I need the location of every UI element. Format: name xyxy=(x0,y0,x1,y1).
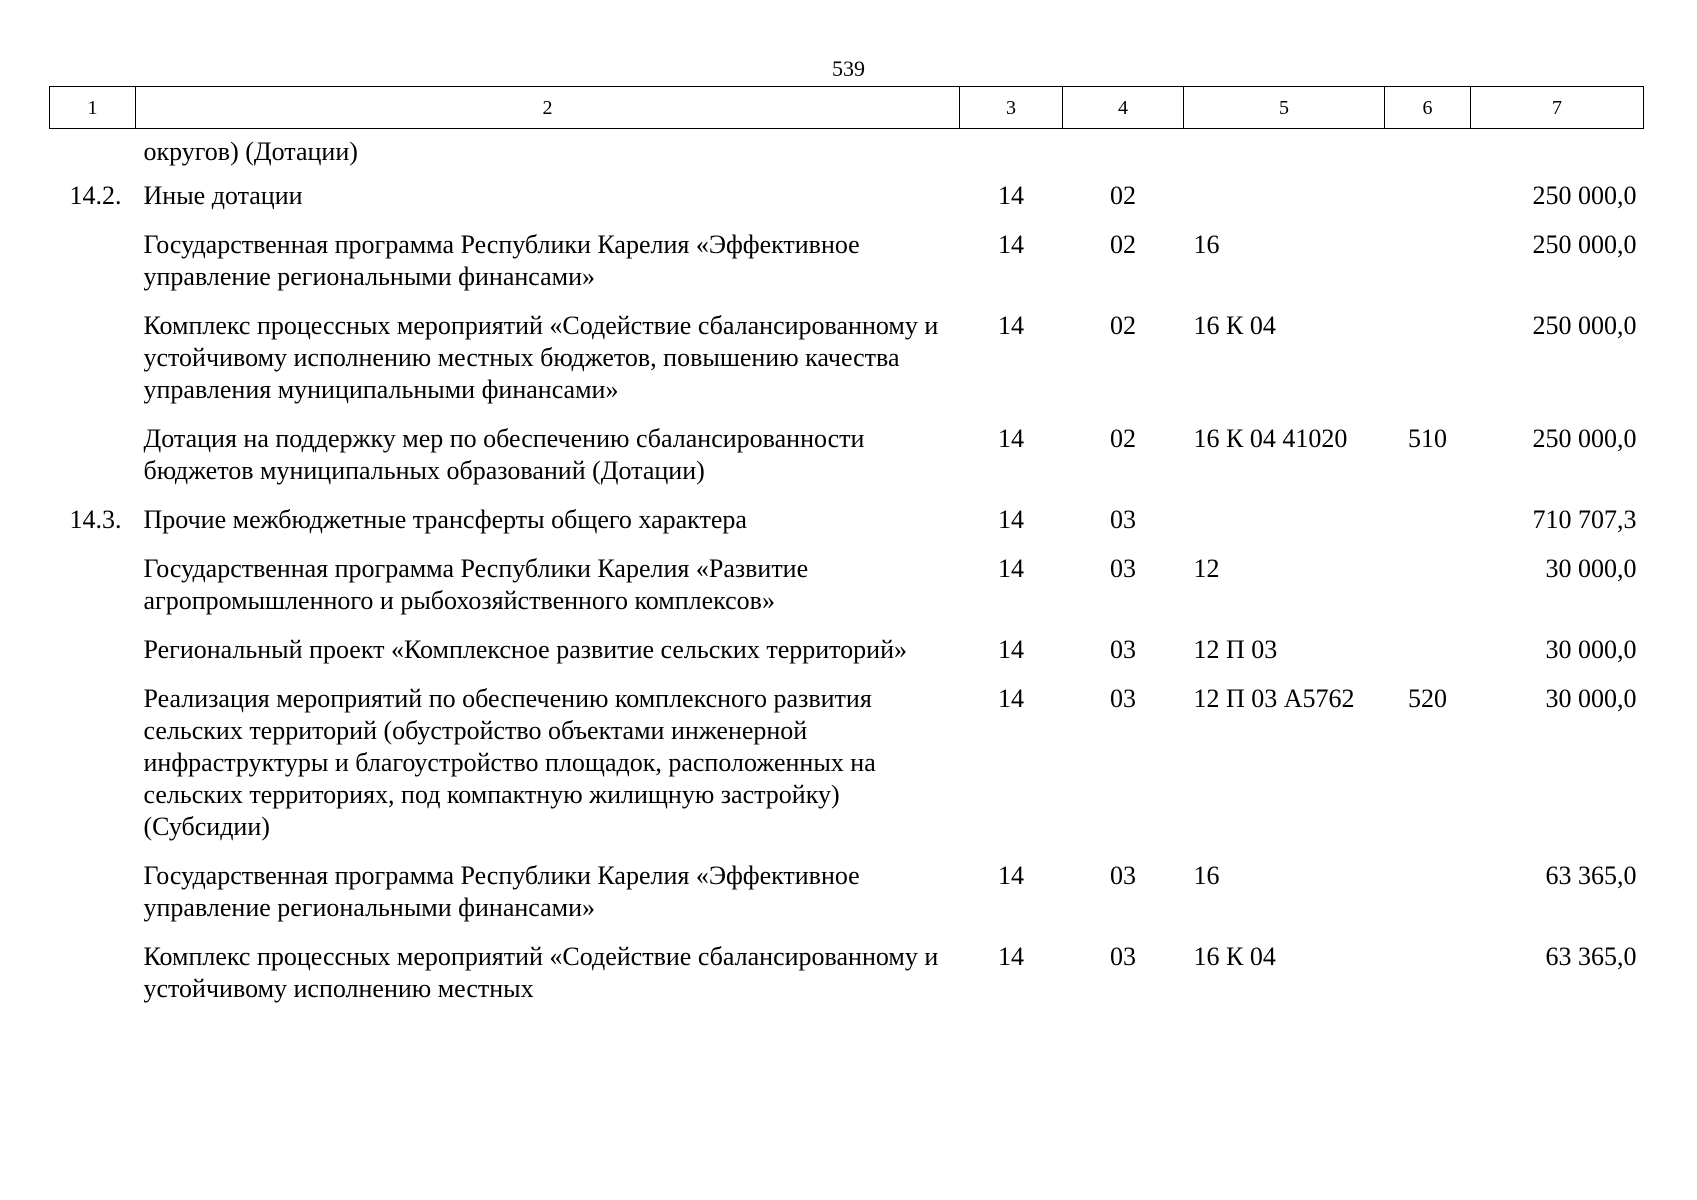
row-name: Иные дотации xyxy=(143,181,303,210)
row-number: 14.3. xyxy=(69,505,122,534)
row-number xyxy=(50,129,136,181)
row-name: Государственная программа Республики Карелия «Развитие агропромышленного и рыбохозяйственного комплексов» xyxy=(143,554,809,615)
column-header: 4 xyxy=(1063,87,1184,129)
amount: 710 707,3 xyxy=(1532,505,1637,534)
table-row xyxy=(50,423,1644,504)
section-code: 14 xyxy=(998,942,1024,971)
table-row xyxy=(50,310,1644,423)
row-name: Комплекс процессных мероприятий «Содействие сбалансированному и устойчивому исполнению местных бюджетов, повышению качества управления муниципальными финансами» xyxy=(143,311,939,404)
row-number xyxy=(50,310,136,423)
column-header: 7 xyxy=(1471,87,1644,129)
amount: 30 000,0 xyxy=(1545,554,1637,583)
expense-type-code xyxy=(1385,310,1471,423)
subsection-code: 03 xyxy=(1110,684,1136,713)
row-name: округов) (Дотации) xyxy=(143,137,358,166)
target-article-code xyxy=(1184,504,1385,553)
target-article-code xyxy=(1184,129,1385,181)
section-code: 14 xyxy=(998,635,1024,664)
target-article-code: 12 П 03 xyxy=(1193,635,1278,664)
table-row xyxy=(50,941,1644,1022)
subsection-code: 03 xyxy=(1110,942,1136,971)
expense-type-code xyxy=(1385,634,1471,683)
table-row xyxy=(50,683,1644,860)
row-name: Государственная программа Республики Карелия «Эффективное управление региональными финансами» xyxy=(143,230,860,291)
section-code: 14 xyxy=(998,861,1024,890)
subsection-code: 02 xyxy=(1110,230,1136,259)
table-row xyxy=(50,860,1644,941)
expense-type-code xyxy=(1385,860,1471,941)
expense-type-code xyxy=(1385,941,1471,1022)
section-code: 14 xyxy=(998,684,1024,713)
target-article-code: 16 xyxy=(1193,230,1220,259)
expense-type-code xyxy=(1385,504,1471,553)
row-number xyxy=(50,860,136,941)
amount: 30 000,0 xyxy=(1545,635,1637,664)
amount: 63 365,0 xyxy=(1545,942,1637,971)
subsection-code: 03 xyxy=(1110,505,1136,534)
section-code: 14 xyxy=(998,230,1024,259)
row-number xyxy=(50,941,136,1022)
amount: 250 000,0 xyxy=(1532,230,1637,259)
row-number xyxy=(50,553,136,634)
table-row xyxy=(50,180,1644,229)
table-row xyxy=(50,504,1644,553)
row-name: Государственная программа Республики Карелия «Эффективное управление региональными финансами» xyxy=(143,861,860,922)
target-article-code xyxy=(1184,180,1385,229)
row-name: Дотация на поддержку мер по обеспечению сбалансированности бюджетов муниципальных образований (Дотации) xyxy=(143,424,865,485)
section-code: 14 xyxy=(998,424,1024,453)
row-number xyxy=(50,683,136,860)
table-row xyxy=(50,229,1644,310)
section-code: 14 xyxy=(998,505,1024,534)
subsection-code: 02 xyxy=(1110,311,1136,340)
column-header: 2 xyxy=(136,87,960,129)
expense-type-code: 520 xyxy=(1408,684,1447,713)
subsection-code: 03 xyxy=(1110,861,1136,890)
row-number xyxy=(50,229,136,310)
section-code: 14 xyxy=(998,554,1024,583)
row-number: 14.2. xyxy=(69,181,122,210)
subsection-code: 03 xyxy=(1110,635,1136,664)
expense-type-code xyxy=(1385,553,1471,634)
target-article-code: 16 xyxy=(1193,861,1220,890)
subsection-code xyxy=(1063,129,1184,181)
budget-table xyxy=(49,86,1644,1022)
row-name: Реализация мероприятий по обеспечению комплексного развития сельских территорий (обустройство объектами инженерной инфраструктуры и благоустройство площадок, расположенных на сельских территориях, под компактную жилищную застройку) (Субсидии) xyxy=(143,684,876,841)
column-header: 3 xyxy=(960,87,1063,129)
amount: 250 000,0 xyxy=(1532,181,1637,210)
expense-type-code xyxy=(1385,180,1471,229)
amount: 30 000,0 xyxy=(1545,684,1637,713)
row-number xyxy=(50,423,136,504)
table-row xyxy=(50,634,1644,683)
row-name: Прочие межбюджетные трансферты общего характера xyxy=(143,505,747,534)
target-article-code: 16 К 04 41020 xyxy=(1193,424,1348,453)
expense-type-code: 510 xyxy=(1408,424,1447,453)
row-name: Комплекс процессных мероприятий «Содействие сбалансированному и устойчивому исполнению местных xyxy=(143,942,939,1003)
target-article-code: 12 П 03 А5762 xyxy=(1193,684,1355,713)
page-number: 539 xyxy=(832,56,865,81)
subsection-code: 03 xyxy=(1110,554,1136,583)
expense-type-code xyxy=(1385,229,1471,310)
expense-type-code xyxy=(1385,129,1471,181)
amount: 63 365,0 xyxy=(1545,861,1637,890)
amount xyxy=(1471,129,1644,181)
table-row xyxy=(50,553,1644,634)
subsection-code: 02 xyxy=(1110,181,1136,210)
row-number xyxy=(50,634,136,683)
column-header: 6 xyxy=(1385,87,1471,129)
table-row xyxy=(50,129,1644,181)
table-header-row xyxy=(50,87,1644,129)
subsection-code: 02 xyxy=(1110,424,1136,453)
section-code xyxy=(960,129,1063,181)
target-article-code: 16 К 04 xyxy=(1193,942,1276,971)
section-code: 14 xyxy=(998,311,1024,340)
target-article-code: 12 xyxy=(1193,554,1220,583)
row-name: Региональный проект «Комплексное развитие сельских территорий» xyxy=(143,635,907,664)
column-header: 1 xyxy=(50,87,136,129)
section-code: 14 xyxy=(998,181,1024,210)
amount: 250 000,0 xyxy=(1532,311,1637,340)
target-article-code: 16 К 04 xyxy=(1193,311,1276,340)
column-header: 5 xyxy=(1184,87,1385,129)
amount: 250 000,0 xyxy=(1532,424,1637,453)
